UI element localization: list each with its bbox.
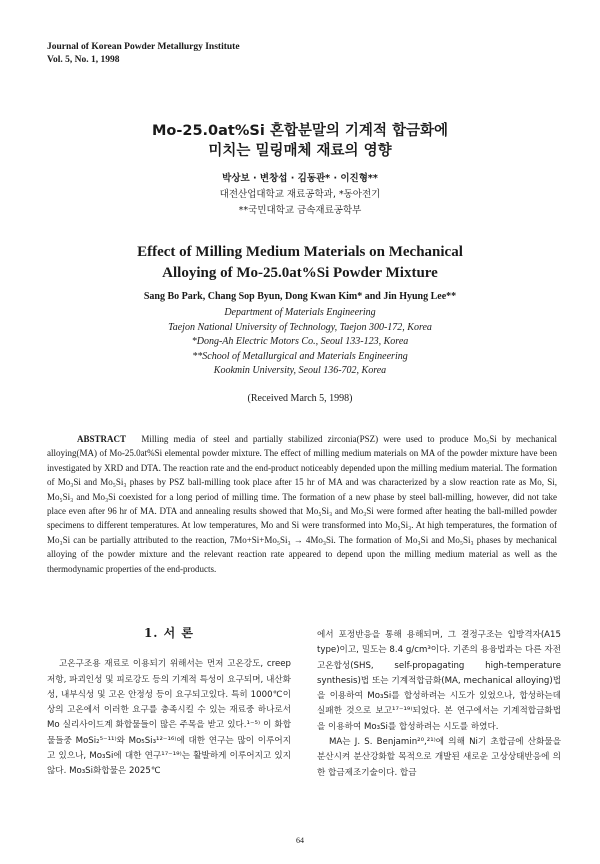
english-title-line1: Effect of Milling Medium Materials on Mechanical [137,244,463,260]
korean-authors-block [0,171,600,219]
affiliation-line: Department of Materials Engineering [224,307,376,318]
affiliation-line: *Dong-Ah Electric Motors Co., Seoul 133-123, Korea [191,336,409,347]
right-column [317,628,561,781]
korean-title [0,121,600,161]
affiliation-line: **School of Metallurgical and Materials Engineering [192,350,408,362]
intro-paragraph-left: 고온구조용 재료로 이용되기 위해서는 먼저 고온강도, creep저항, 파괴인성 및 피로강도 등의 기계적 특성이 요구되며, 내산화성, 내부식성 및 고온 안정성 등이 요구되고있다. 특히 1000℃이상의 고온에서 이러한 요구를 충족시킬 수 있는 재료중 하나로서 Mo 실리사이드계 화합물들이 많은 주목을 받고 있다.¹⁻⁵⁾ 이 화합물들중 MoSi₂⁵⁻¹¹⁾와 Mo₅Si₃¹²⁻¹⁶⁾에 대한 연구는 많이 이루어지고 있으나, Mo₃Si에 대한 연구¹⁷⁻¹⁹⁾는 활발하게 이루어지고 있지 않다. Mo₃Si화합물은 2025℃ [47,659,291,777]
english-affiliations [0,306,600,379]
intro-paragraph-right-1: 에서 포정반응을 통해 용해되며, 그 결정구조는 입방격자(A15 type)이고, 밀도는 8.4 g/cm³이다. 기존의 용융법과는 다른 자전고온합성(SHS, self-propagating high-temperature synthesis)법 또는 기계적합금화(MA, mechanical alloying)법을 이용하여 Mo₃Si를 합성하려는 시도가 있었으나, 합성하는데 실패한 것으로 보고¹⁷⁻¹⁹⁾되었다. 본 연구에서는 기계적합금화법을 이용하여 Mo₃Si를 합성하려는 시도를 하였다. [317,630,561,732]
korean-title-line2: 미치는 밀링매체 재료의 영향 [208,143,392,159]
korean-affiliation-1: 대전산업대학교 재료공학과, *동아전기 [219,189,381,200]
intro-paragraph-right-2: MA는 J. S. Benjamin²⁰,²¹⁾에 의해 Ni기 초합금에 산화물을 분산시켜 분산강화할 목적으로 개발된 새로운 고상상태반응에 의한 합금제조기술이다. 합금 [317,737,561,778]
english-title [0,242,600,284]
journal-header [47,41,240,67]
journal-volume: Vol. 5, No. 1, 1998 [47,55,120,65]
journal-name: Journal of Korean Powder Metallurgy Institute [47,42,240,52]
affiliation-line: Taejon National University of Technology, Taejon 300-172, Korea [168,321,432,333]
english-authors: Sang Bo Park, Chang Sop Byun, Dong Kwan Kim* and Jin Hyung Lee** [143,291,457,302]
left-column [47,626,291,780]
korean-authors: 박상보 · 변창섭 · 김동관* · 이진형** [222,173,378,184]
received-date: (Received March 5, 1998) [247,393,353,404]
english-title-line2: Alloying of Mo-25.0at%Si Powder Mixture [162,265,438,281]
korean-affiliation-2: **국민대학교 금속재료공학부 [238,205,362,216]
abstract [47,432,557,576]
page-number: 64 [296,836,304,845]
section-heading-introduction: 1. 서 론 [143,626,195,640]
abstract-label: ABSTRACT [77,434,127,444]
affiliation-line: Kookmin University, Seoul 136-702, Korea [213,365,387,376]
korean-title-line1: Mo-25.0at%Si 혼합분말의 기계적 합금화에 [151,123,449,139]
abstract-text: Milling media of steel and partially stabilized zirconia(PSZ) were used to produce Mo₅Si by mechanical alloying(MA) of Mo-25.0at%Si elemental powder mixture. The effect of milling medium materials on MA of the powder mixture have been investigated by XRD and DTA. The reaction rate and the end-product noticeably depended upon the milling medium material. The formation of Mo₃Si and Mo₅Si₃ phases by PSZ ball-milling took place after 15 hr of MA and was characterized by a slow reaction rate as Mo, Si, Mo₅Si₃ and Mo₃Si coexisted for a long period of milling time. The formation of a new phase by steel ball-milling, however, did not take place even after 96 hr of MA. DTA and annealing results showed that Mo₅Si₃ and Mo₃Si were formed after heating the ball-milled powder specimens to different temperatures. At low temperatures, Mo and Si were transformed into Mo₅Si₃. At high temperatures, the formation of Mo₃Si can be partially attributed to the reaction, 7Mo+Si+Mo₅Si₃ → 4Mo₃Si. The formation of Mo₃Si and Mo₅Si₃ phases by mechanical alloying of the powder mixture and the relevant reaction rate appeared to depend upon the milling medium material as well as the thermodynamic properties of the end-products. [47,434,558,574]
